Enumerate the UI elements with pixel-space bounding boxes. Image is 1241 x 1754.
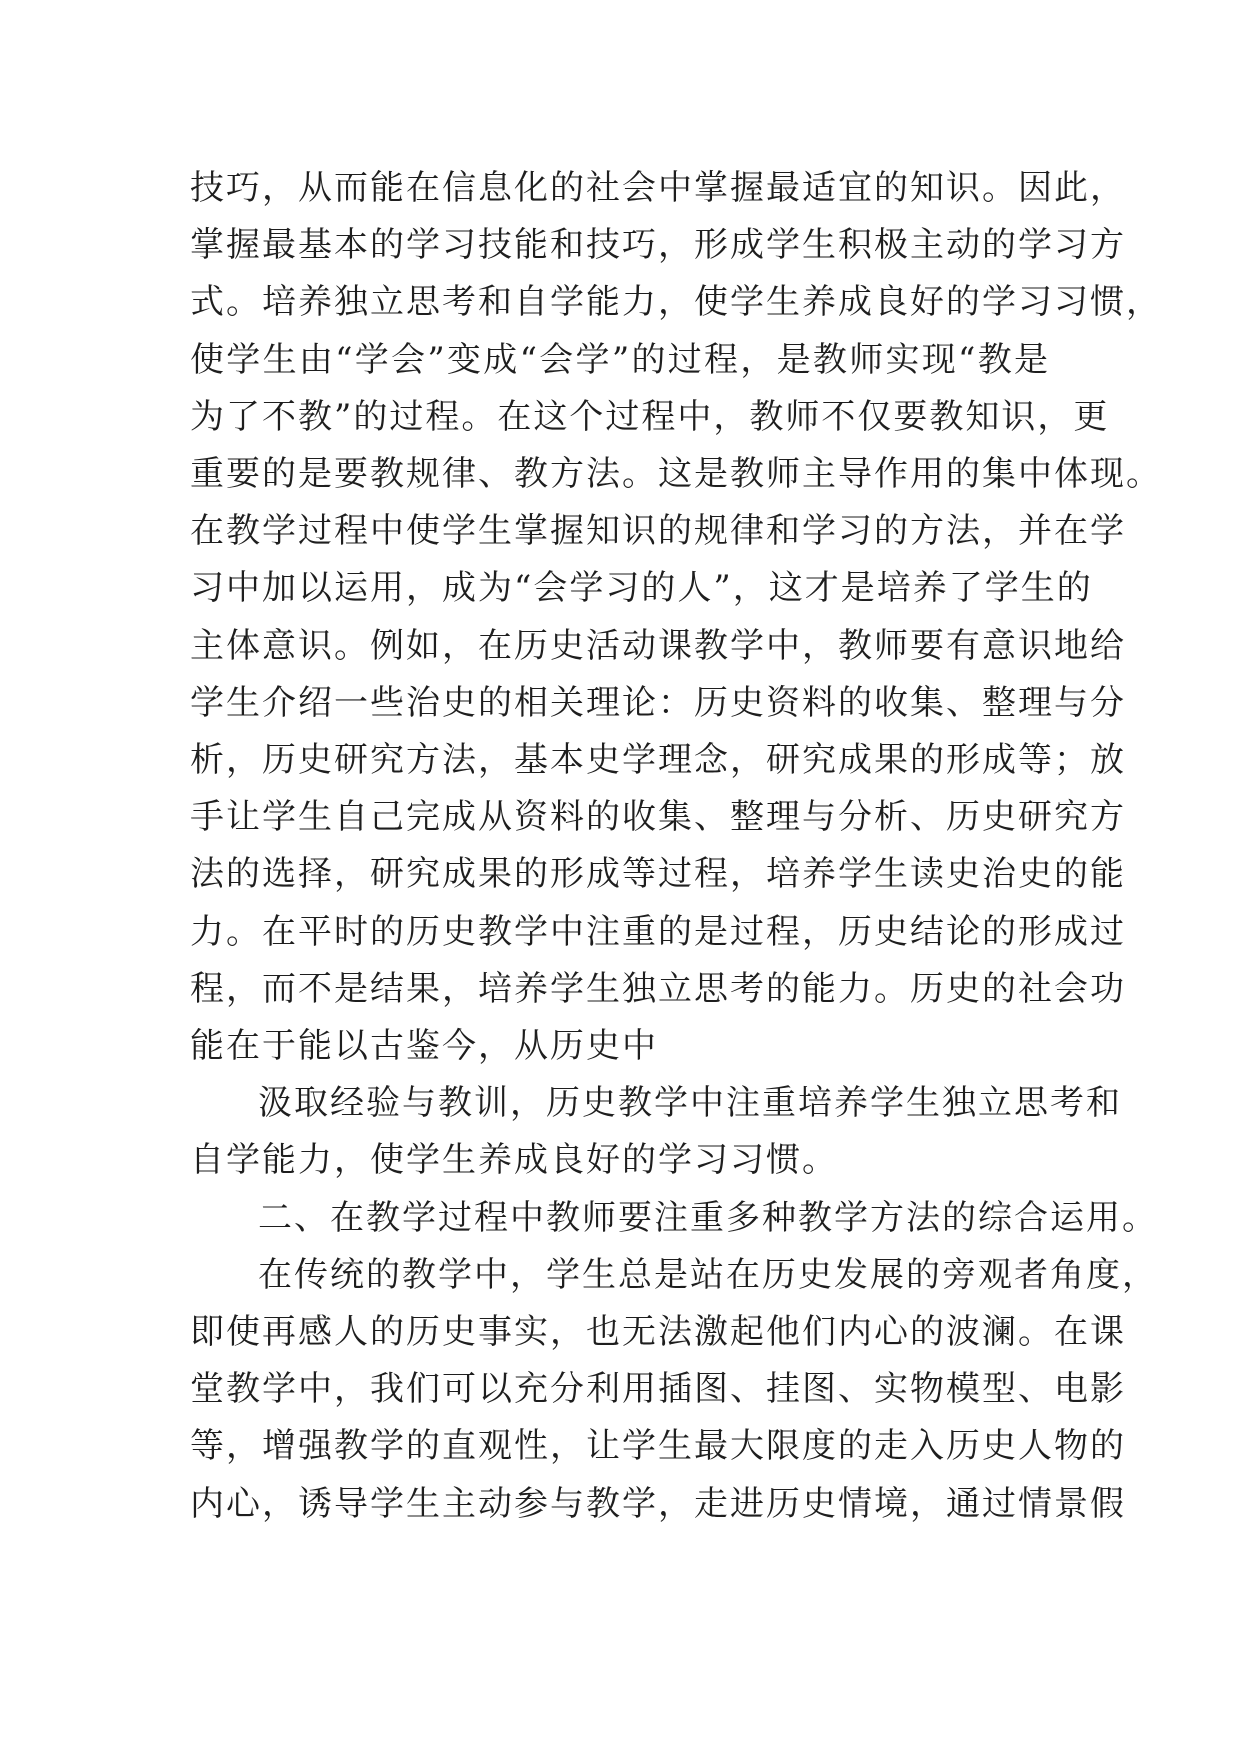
- text-line: 式。培养独立思考和自学能力，使学生养成良好的学习习惯，: [190, 282, 1162, 323]
- paragraph-2: [190, 1075, 1122, 1189]
- section-heading-2: [190, 1190, 1158, 1247]
- text-line: 习中加以运用，成为“会学习的人”，这才是培养了学生的: [190, 568, 1093, 609]
- body-text: [190, 160, 1162, 1533]
- text-line: 法的选择，研究成果的形成等过程，培养学生读史治史的能: [190, 854, 1126, 895]
- text-line: 二、在教学过程中教师要注重多种教学方法的综合运用。: [258, 1197, 1158, 1238]
- paragraph-3: [190, 1247, 1158, 1533]
- text-line: 使学生由“学会”变成“会学”的过程，是教师实现“教是: [190, 339, 1050, 380]
- text-line: 汲取经验与教训，历史教学中注重培养学生独立思考和: [258, 1083, 1122, 1124]
- text-line: 堂教学中，我们可以充分利用插图、挂图、实物模型、电影: [190, 1369, 1126, 1410]
- text-line: 手让学生自己完成从资料的收集、整理与分析、历史研究方: [190, 797, 1126, 838]
- text-line: 在传统的教学中，学生总是站在历史发展的旁观者角度，: [258, 1254, 1158, 1295]
- paragraph-1: [190, 160, 1162, 1075]
- text-line: 自学能力，使学生养成良好的学习习惯。: [190, 1140, 838, 1181]
- text-line: 重要的是要教规律、教方法。这是教师主导作用的集中体现。: [190, 454, 1162, 495]
- text-line: 学生介绍一些治史的相关理论：历史资料的收集、整理与分: [190, 682, 1126, 723]
- text-line: 力。在平时的历史教学中注重的是过程，历史结论的形成过: [190, 911, 1126, 952]
- text-line: 能在于能以古鉴今，从历史中: [190, 1026, 658, 1067]
- text-line: 技巧，从而能在信息化的社会中掌握最适宜的知识。因此，: [190, 168, 1126, 208]
- text-line: 在教学过程中使学生掌握知识的规律和学习的方法，并在学: [190, 511, 1126, 552]
- text-line: 程，而不是结果，培养学生独立思考的能力。历史的社会功: [190, 968, 1126, 1009]
- text-line: 主体意识。例如，在历史活动课教学中，教师要有意识地给: [190, 625, 1126, 666]
- text-line: 等，增强教学的直观性，让学生最大限度的走入历史人物的: [190, 1426, 1126, 1467]
- text-line: 析，历史研究方法，基本史学理念，研究成果的形成等；放: [190, 740, 1126, 781]
- text-line: 即使再感人的历史事实，也无法激起他们内心的波澜。在课: [190, 1312, 1126, 1353]
- text-line: 为了不教”的过程。在这个过程中，教师不仅要教知识，更: [190, 396, 1110, 437]
- text-line: 掌握最基本的学习技能和技巧，形成学生积极主动的学习方: [190, 225, 1126, 266]
- text-line: 内心，诱导学生主动参与教学，走进历史情境，通过情景假: [190, 1483, 1126, 1524]
